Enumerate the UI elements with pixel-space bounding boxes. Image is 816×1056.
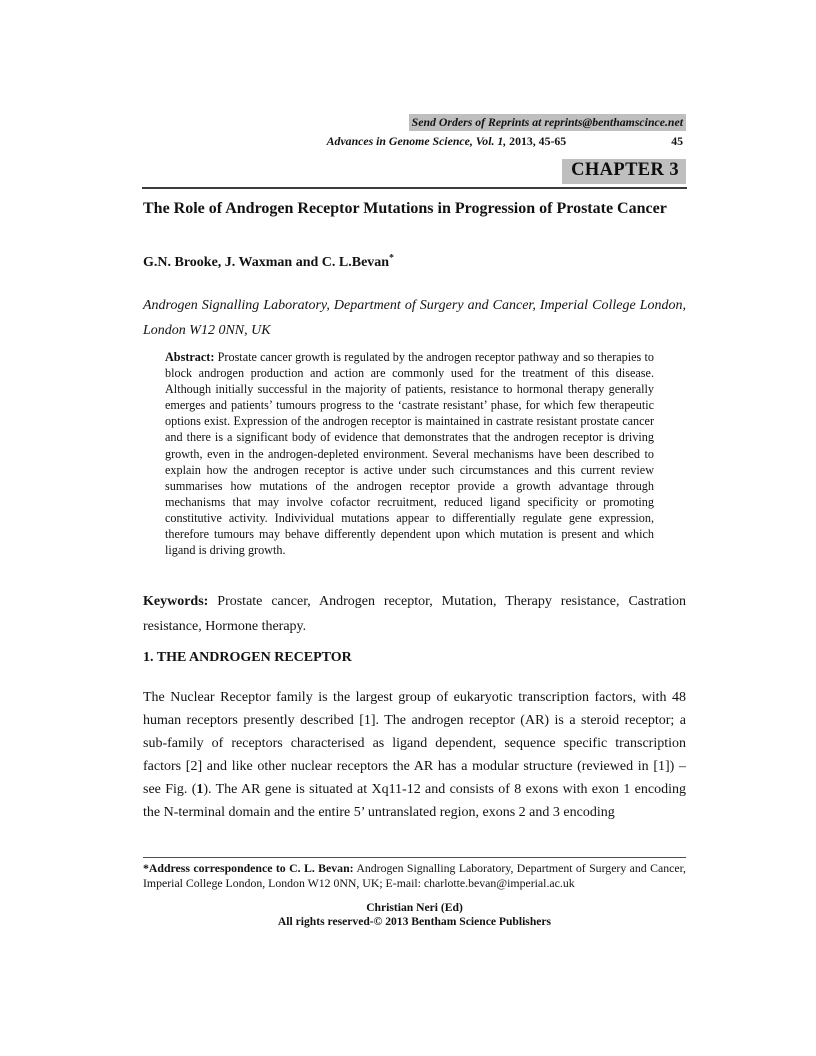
article-title: The Role of Androgen Receptor Mutations in Progression of Prostate Cancer: [143, 200, 667, 217]
editor-line: Christian Neri (Ed): [366, 901, 463, 914]
section-heading: 1. THE ANDROGEN RECEPTOR: [143, 650, 352, 665]
correspondence-footnote: [143, 861, 686, 890]
page-content: [143, 0, 686, 1056]
authors-line: [143, 255, 686, 271]
keywords: [143, 589, 686, 639]
footnote-divider: [143, 857, 686, 858]
reprint-notice-line: [143, 115, 686, 130]
header-divider: [142, 187, 687, 189]
affiliation: Androgen Signalling Laboratory, Department of Surgery and Cancer, Imperial College London, London W12 0NN, UK: [143, 298, 686, 338]
page-footer: [143, 901, 686, 929]
abstract: [165, 349, 654, 558]
body-text-1: The Nuclear Receptor family is the largest group of eukaryotic transcription factors, with 48 human receptors presently described [1]. The androgen receptor (AR) is a steroid receptor; a sub-family of receptors characterised as ligand dependent, sequence specific transcription factors [2] and like other nuclear receptors the AR has a modular structure (reviewed in [1]) – see Fig. (: [143, 690, 686, 797]
keywords-text: Prostate cancer, Androgen receptor, Mutation, Therapy resistance, Castration resistance, Hormone therapy.: [143, 594, 686, 634]
reprint-notice: Send Orders of Reprints at reprints@benthamscince.net: [409, 114, 686, 131]
journal-citation: [327, 134, 567, 149]
chapter-row: [143, 159, 686, 184]
copyright-line: All rights reserved-© 2013 Bentham Science Publishers: [277, 915, 552, 928]
figure-reference-number: 1: [196, 782, 204, 797]
correspondence-marker: *: [389, 253, 394, 264]
footnote-text: Androgen Signalling Laboratory, Department of Surgery and Cancer, Imperial College London, London W12 0NN, UK; E-mail: charlotte.bevan@imperial.ac.uk: [143, 861, 686, 890]
abstract-label: Abstract:: [165, 350, 215, 364]
abstract-text: Prostate cancer growth is regulated by the androgen receptor pathway and so therapies to block androgen production and action are commonly used for the treatment of this disease. Although initially successful in the majority of patients, resistance to hormonal therapy generally emerges and patients’ tumours progress to the ‘castrate resistant’ phase, for which few therapeutic options exist. Expression of the androgen receptor is maintained in castrate resistant prostate cancer and there is a significant body of evidence that demonstrates that the androgen receptor is driving growth, even in the androgen-depleted environment. Several mechanisms have been described to explain how the androgen receptor is active under such circumstances and this current review summarises how mutations of the androgen receptor provide a growth advantage through mechanisms that may involve cofactor recruitment, reduced ligand specificity or promoting constitutive activity. Indivividual mutations appear to differentially regulate gene expression, therefore tumours may behave differently dependent upon which mutation is present and which ligand is driving growth.: [165, 350, 654, 558]
body-paragraph: [143, 686, 686, 824]
keywords-label: Keywords:: [143, 594, 209, 609]
chapter-badge: CHAPTER 3: [562, 159, 686, 184]
footnote-label: *Address correspondence to C. L. Bevan:: [143, 861, 354, 875]
journal-citation-title: Advances in Genome Science, Vol. 1,: [326, 134, 507, 148]
authors-names: G.N. Brooke, J. Waxman and C. L.Bevan: [143, 255, 390, 270]
body-text-2: ). The AR gene is situated at Xq11-12 and consists of 8 exons with exon 1 encoding the N-terminal domain and the entire 5’ untranslated region, exons 2 and 3 encoding: [143, 782, 686, 820]
journal-citation-line: [143, 134, 686, 149]
journal-citation-pages: 2013, 45-65: [506, 134, 567, 148]
page-number: 45: [671, 134, 683, 148]
